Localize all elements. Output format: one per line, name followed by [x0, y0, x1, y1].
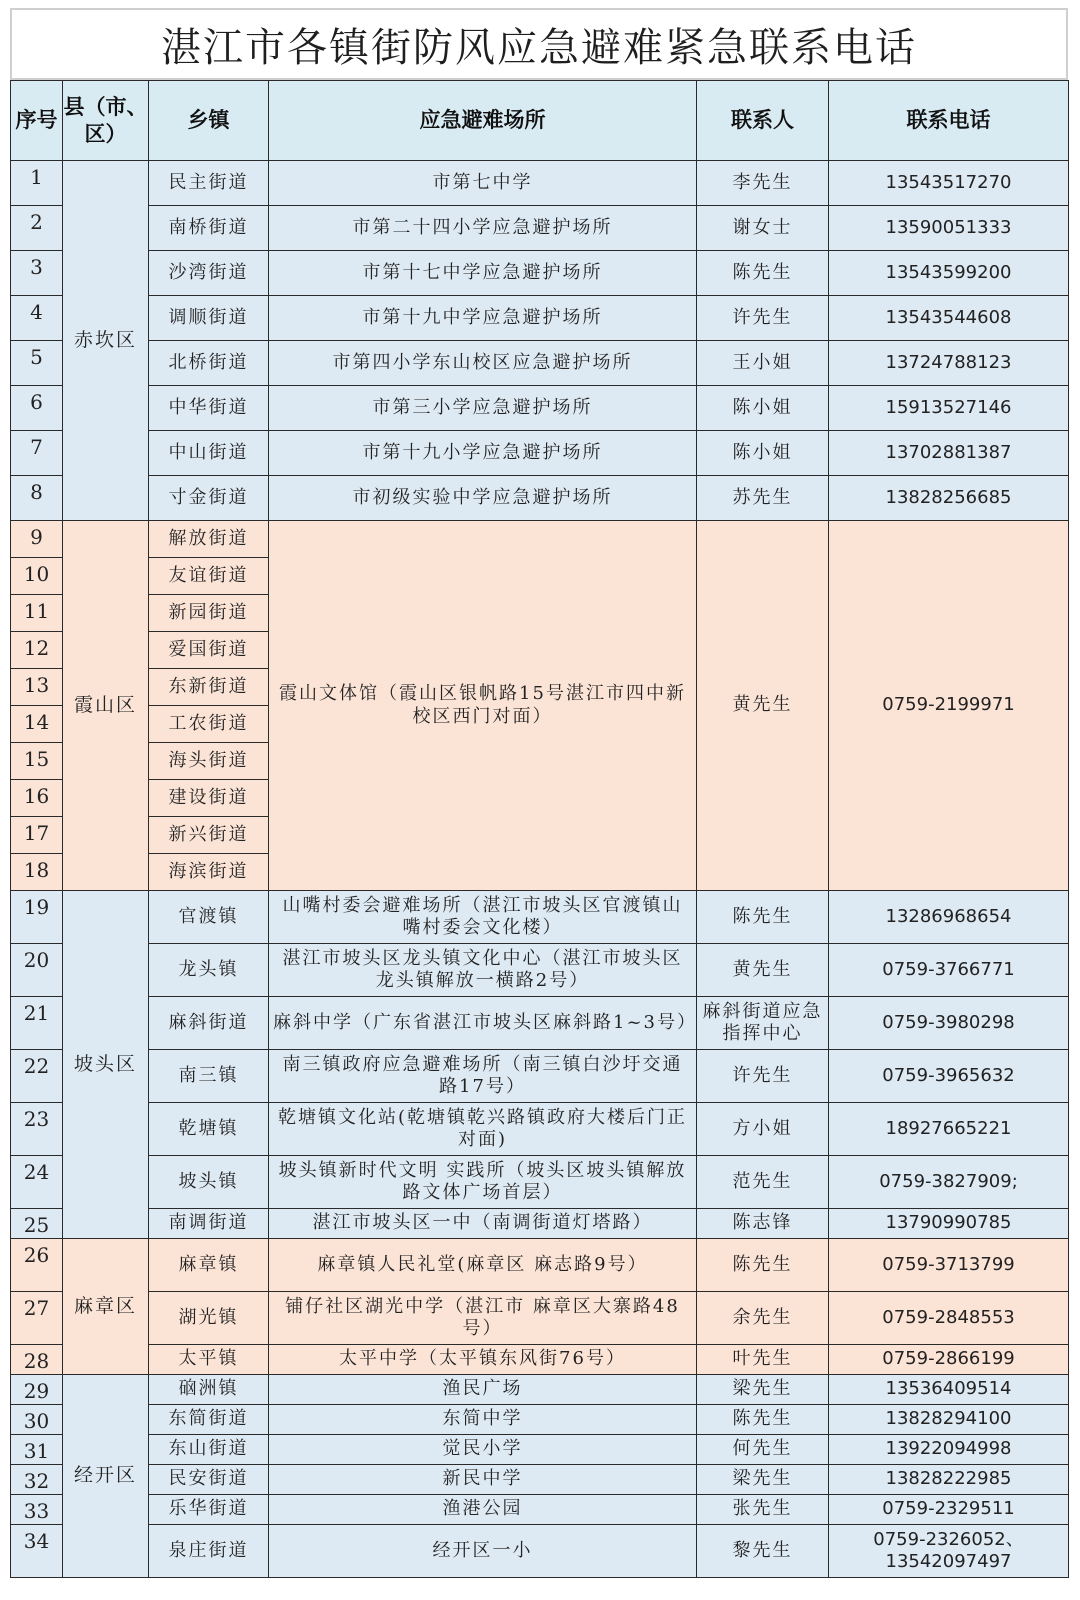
- row-no: 17: [11, 817, 63, 854]
- town-cell: 中山街道: [149, 431, 269, 476]
- town-cell: 南三镇: [149, 1050, 269, 1103]
- site-cell: 太平中学（太平镇东风街76号）: [269, 1345, 697, 1375]
- county-cell: 经开区: [63, 1375, 149, 1578]
- site-cell: 觉民小学: [269, 1435, 697, 1465]
- table-row: [11, 1209, 1069, 1239]
- town-cell: 南调街道: [149, 1209, 269, 1239]
- title-box: [10, 8, 1068, 80]
- row-no: 28: [11, 1345, 63, 1375]
- phone-cell: 0759-3766771: [829, 944, 1069, 997]
- town-cell: 东新街道: [149, 669, 269, 706]
- phone-cell: 13790990785: [829, 1209, 1069, 1239]
- site-cell: 市第四小学东山校区应急避护场所: [269, 341, 697, 386]
- town-cell: 民安街道: [149, 1465, 269, 1495]
- phone-cell: 0759-3827909;: [829, 1156, 1069, 1209]
- phone-cell: 13828256685: [829, 476, 1069, 521]
- phone-cell: 0759-3713799: [829, 1239, 1069, 1292]
- contact-cell: 王小姐: [697, 341, 829, 386]
- site-cell: 新民中学: [269, 1465, 697, 1495]
- site-cell: 坡头镇新时代文明 实践所（坡头区坡头镇解放路文体广场首层）: [269, 1156, 697, 1209]
- phone-cell: 0759-2848553: [829, 1292, 1069, 1345]
- site-cell: 渔港公园: [269, 1495, 697, 1525]
- contact-cell: 黄先生: [697, 521, 829, 891]
- county-cell: 坡头区: [63, 891, 149, 1239]
- row-no: 30: [11, 1405, 63, 1435]
- table-row: [11, 1103, 1069, 1156]
- row-no: 12: [11, 632, 63, 669]
- table-row: [11, 1345, 1069, 1375]
- site-cell: 南三镇政府应急避难场所（南三镇白沙圩交通路17号）: [269, 1050, 697, 1103]
- site-cell: 渔民广场: [269, 1375, 697, 1405]
- county-cell: 麻章区: [63, 1239, 149, 1375]
- site-cell: 市第三小学应急避护场所: [269, 386, 697, 431]
- phone-cell: 13536409514: [829, 1375, 1069, 1405]
- row-no: 10: [11, 558, 63, 595]
- contact-cell: 何先生: [697, 1435, 829, 1465]
- town-cell: 民主街道: [149, 161, 269, 206]
- contact-cell: 陈小姐: [697, 431, 829, 476]
- phone-cell: 0759-2866199: [829, 1345, 1069, 1375]
- contact-cell: 陈小姐: [697, 386, 829, 431]
- row-no: 2: [11, 206, 63, 251]
- row-no: 18: [11, 854, 63, 891]
- row-no: 13: [11, 669, 63, 706]
- row-no: 20: [11, 944, 63, 997]
- header-contact: 联系人: [697, 81, 829, 161]
- table-row: [11, 296, 1069, 341]
- town-cell: 麻章镇: [149, 1239, 269, 1292]
- site-cell: 山嘴村委会避难场所（湛江市坡头区官渡镇山嘴村委会文化楼）: [269, 891, 697, 944]
- row-no: 29: [11, 1375, 63, 1405]
- contact-cell: 陈先生: [697, 1239, 829, 1292]
- table-row: [11, 1156, 1069, 1209]
- town-cell: 建设街道: [149, 780, 269, 817]
- contact-cell: 陈先生: [697, 1405, 829, 1435]
- contact-cell: 许先生: [697, 296, 829, 341]
- page-title: 湛江市各镇街防风应急避难紧急联系电话: [161, 24, 917, 71]
- phone-cell: 13922094998: [829, 1435, 1069, 1465]
- header-county: 县（市、区）: [63, 81, 149, 161]
- contact-cell: 陈先生: [697, 891, 829, 944]
- table-row: [11, 1050, 1069, 1103]
- row-no: 23: [11, 1103, 63, 1156]
- row-no: 1: [11, 161, 63, 206]
- row-no: 32: [11, 1465, 63, 1495]
- phone-cell: 15913527146: [829, 386, 1069, 431]
- site-cell: 经开区一小: [269, 1525, 697, 1578]
- table-row: [11, 161, 1069, 206]
- contact-cell: 黎先生: [697, 1525, 829, 1578]
- phone-cell: 13543517270: [829, 161, 1069, 206]
- header-phone: 联系电话: [829, 81, 1069, 161]
- row-no: 4: [11, 296, 63, 341]
- row-no: 24: [11, 1156, 63, 1209]
- phone-cell: 0759-2326052、13542097497: [829, 1525, 1069, 1578]
- row-no: 5: [11, 341, 63, 386]
- row-no: 9: [11, 521, 63, 558]
- site-cell: 市第二十四小学应急避护场所: [269, 206, 697, 251]
- site-cell: 乾塘镇文化站(乾塘镇乾兴路镇政府大楼后门正对面): [269, 1103, 697, 1156]
- phone-cell: 13828294100: [829, 1405, 1069, 1435]
- town-cell: 南桥街道: [149, 206, 269, 251]
- row-no: 34: [11, 1525, 63, 1578]
- contact-cell: 叶先生: [697, 1345, 829, 1375]
- row-no: 27: [11, 1292, 63, 1345]
- row-no: 33: [11, 1495, 63, 1525]
- town-cell: 龙头镇: [149, 944, 269, 997]
- table-row: [11, 1239, 1069, 1292]
- town-cell: 友谊街道: [149, 558, 269, 595]
- table-row: [11, 386, 1069, 431]
- row-no: 11: [11, 595, 63, 632]
- town-cell: 乾塘镇: [149, 1103, 269, 1156]
- phone-cell: 13724788123: [829, 341, 1069, 386]
- contact-cell: 余先生: [697, 1292, 829, 1345]
- phone-cell: 13590051333: [829, 206, 1069, 251]
- row-no: 7: [11, 431, 63, 476]
- town-cell: 东简街道: [149, 1405, 269, 1435]
- site-cell: 湛江市坡头区龙头镇文化中心（湛江市坡头区龙头镇解放一横路2号）: [269, 944, 697, 997]
- contact-cell: 许先生: [697, 1050, 829, 1103]
- table-row: [11, 1495, 1069, 1525]
- town-cell: 爱国街道: [149, 632, 269, 669]
- table-row: [11, 521, 1069, 558]
- phone-cell: 0759-3980298: [829, 997, 1069, 1050]
- town-cell: 麻斜街道: [149, 997, 269, 1050]
- table-row: [11, 1292, 1069, 1345]
- table-row: [11, 206, 1069, 251]
- contact-cell: 黄先生: [697, 944, 829, 997]
- town-cell: 泉庄街道: [149, 1525, 269, 1578]
- table-row: [11, 944, 1069, 997]
- table-row: [11, 431, 1069, 476]
- header-site: 应急避难场所: [269, 81, 697, 161]
- row-no: 8: [11, 476, 63, 521]
- contact-cell: 麻斜街道应急指挥中心: [697, 997, 829, 1050]
- town-cell: 工农街道: [149, 706, 269, 743]
- town-cell: 乐华街道: [149, 1495, 269, 1525]
- town-cell: 湖光镇: [149, 1292, 269, 1345]
- site-cell: 市初级实验中学应急避护场所: [269, 476, 697, 521]
- site-cell: 市第十九小学应急避护场所: [269, 431, 697, 476]
- town-cell: 新兴街道: [149, 817, 269, 854]
- table-row: [11, 997, 1069, 1050]
- table-row: [11, 1465, 1069, 1495]
- table-row: [11, 251, 1069, 296]
- contact-cell: 陈先生: [697, 251, 829, 296]
- phone-cell: 18927665221: [829, 1103, 1069, 1156]
- phone-cell: 13702881387: [829, 431, 1069, 476]
- contact-cell: 陈志锋: [697, 1209, 829, 1239]
- site-cell: 铺仔社区湖光中学（湛江市 麻章区大寨路48号）: [269, 1292, 697, 1345]
- row-no: 26: [11, 1239, 63, 1292]
- phone-cell: 0759-2199971: [829, 521, 1069, 891]
- phone-cell: 13828222985: [829, 1465, 1069, 1495]
- contact-cell: 梁先生: [697, 1375, 829, 1405]
- phone-cell: 13543599200: [829, 251, 1069, 296]
- table-row: [11, 476, 1069, 521]
- header-row: [11, 81, 1069, 161]
- site-cell: 市第七中学: [269, 161, 697, 206]
- site-cell: 市第十七中学应急避护场所: [269, 251, 697, 296]
- site-cell: 麻章镇人民礼堂(麻章区 麻志路9号）: [269, 1239, 697, 1292]
- town-cell: 官渡镇: [149, 891, 269, 944]
- contact-cell: 苏先生: [697, 476, 829, 521]
- county-cell: 赤坎区: [63, 161, 149, 521]
- phone-cell: 0759-3965632: [829, 1050, 1069, 1103]
- table-row: [11, 341, 1069, 386]
- town-cell: 调顺街道: [149, 296, 269, 341]
- table-row: [11, 891, 1069, 944]
- table-row: [11, 1375, 1069, 1405]
- town-cell: 海头街道: [149, 743, 269, 780]
- table-row: [11, 1405, 1069, 1435]
- town-cell: 坡头镇: [149, 1156, 269, 1209]
- row-no: 14: [11, 706, 63, 743]
- site-cell: 霞山文体馆（霞山区银帆路15号湛江市四中新校区西门对面）: [269, 521, 697, 891]
- contact-cell: 范先生: [697, 1156, 829, 1209]
- row-no: 6: [11, 386, 63, 431]
- row-no: 16: [11, 780, 63, 817]
- site-cell: 湛江市坡头区一中（南调街道灯塔路）: [269, 1209, 697, 1239]
- row-no: 3: [11, 251, 63, 296]
- phone-cell: 13286968654: [829, 891, 1069, 944]
- town-cell: 解放街道: [149, 521, 269, 558]
- row-no: 25: [11, 1209, 63, 1239]
- header-no: 序号: [11, 81, 63, 161]
- site-cell: 市第十九中学应急避护场所: [269, 296, 697, 341]
- row-no: 15: [11, 743, 63, 780]
- table-row: [11, 1435, 1069, 1465]
- town-cell: 太平镇: [149, 1345, 269, 1375]
- town-cell: 沙湾街道: [149, 251, 269, 296]
- phone-cell: 13543544608: [829, 296, 1069, 341]
- town-cell: 北桥街道: [149, 341, 269, 386]
- town-cell: 海滨街道: [149, 854, 269, 891]
- county-cell: 霞山区: [63, 521, 149, 891]
- row-no: 21: [11, 997, 63, 1050]
- header-town: 乡镇: [149, 81, 269, 161]
- contact-table: [10, 80, 1069, 1578]
- contact-cell: 方小姐: [697, 1103, 829, 1156]
- contact-cell: 李先生: [697, 161, 829, 206]
- phone-cell: 0759-2329511: [829, 1495, 1069, 1525]
- contact-cell: 梁先生: [697, 1465, 829, 1495]
- town-cell: 新园街道: [149, 595, 269, 632]
- row-no: 31: [11, 1435, 63, 1465]
- table-row: [11, 1525, 1069, 1578]
- town-cell: 寸金街道: [149, 476, 269, 521]
- site-cell: 东简中学: [269, 1405, 697, 1435]
- site-cell: 麻斜中学（广东省湛江市坡头区麻斜路1~3号）: [269, 997, 697, 1050]
- row-no: 19: [11, 891, 63, 944]
- contact-cell: 谢女士: [697, 206, 829, 251]
- contact-cell: 张先生: [697, 1495, 829, 1525]
- town-cell: 东山街道: [149, 1435, 269, 1465]
- row-no: 22: [11, 1050, 63, 1103]
- town-cell: 硇洲镇: [149, 1375, 269, 1405]
- town-cell: 中华街道: [149, 386, 269, 431]
